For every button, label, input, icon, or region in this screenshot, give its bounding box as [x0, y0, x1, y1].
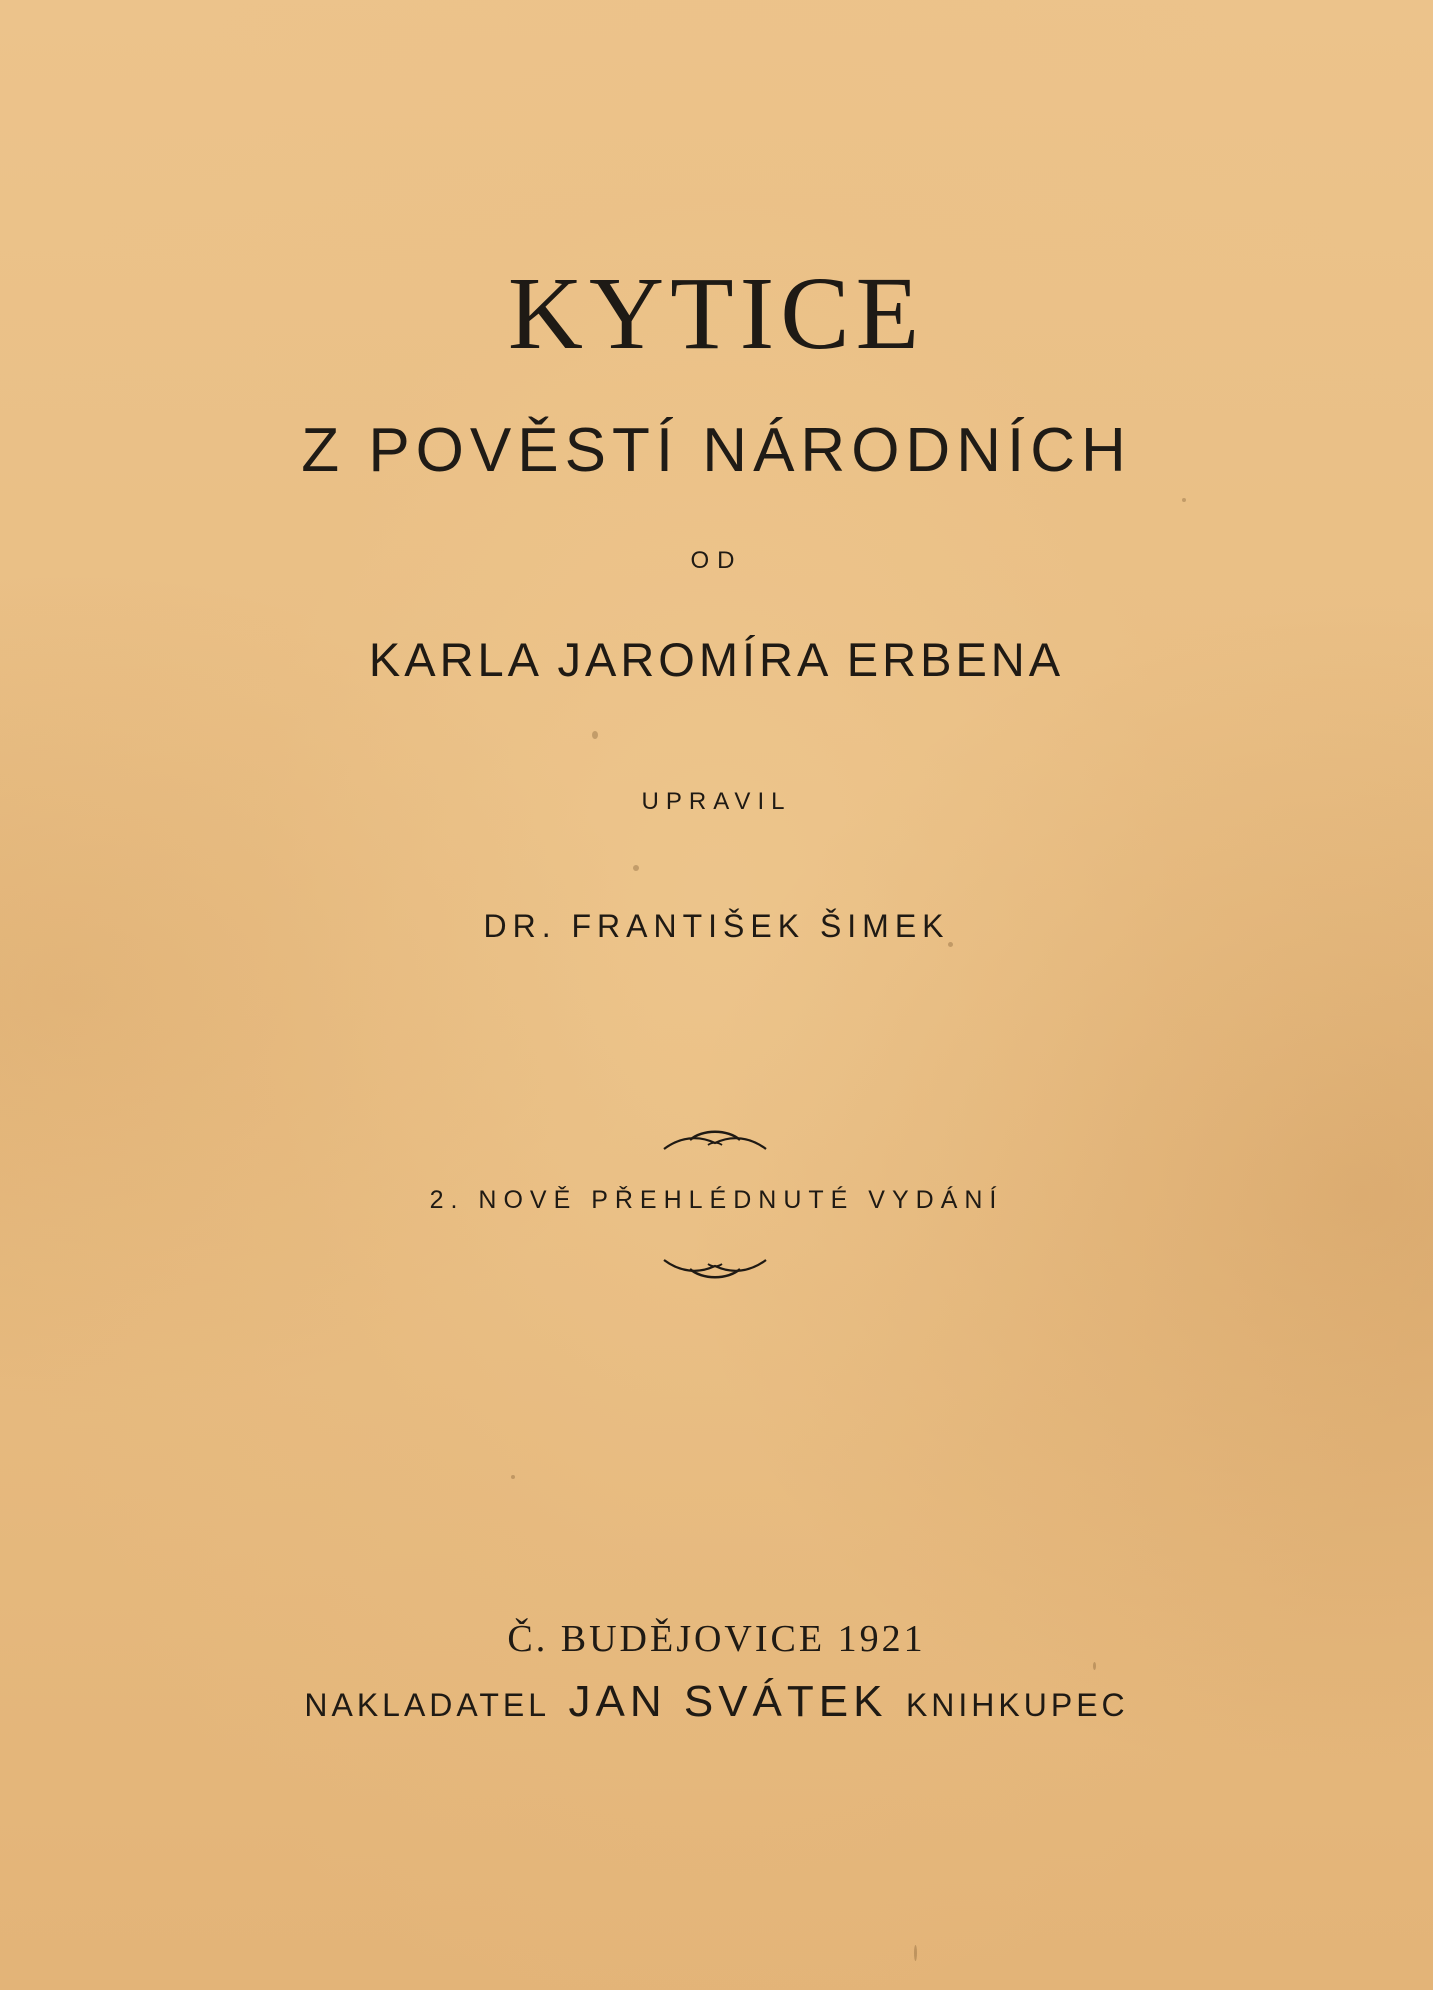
paper-speck: [1093, 1662, 1096, 1670]
edition-statement: 2. NOVĚ PŘEHLÉDNUTÉ VYDÁNÍ: [429, 1186, 1004, 1214]
place-and-year: Č. BUDĚJOVICE 1921: [507, 1618, 926, 1660]
paper-speck: [511, 1475, 515, 1479]
book-subtitle: Z POVĚSTÍ NÁRODNÍCH: [301, 416, 1132, 485]
book-title: KYTICE: [507, 256, 926, 371]
publisher-label: NAKLADATEL: [304, 1687, 551, 1723]
paper-speck: [633, 865, 639, 871]
paper-speck: [948, 942, 953, 947]
by-label: OD: [690, 547, 743, 574]
paper-speck: [592, 731, 598, 739]
paper-speck: [1182, 498, 1186, 502]
edited-by-label: UPRAVIL: [641, 788, 792, 815]
author-name: KARLA JAROMÍRA ERBENA: [368, 633, 1065, 686]
paper-speck: [914, 1945, 917, 1961]
publisher-name: JAN SVÁTEK: [568, 1677, 888, 1726]
editor-name: DR. FRANTIŠEK ŠIMEK: [483, 908, 950, 944]
publisher-imprint: [0, 1677, 1433, 1726]
flourish-bottom-ornament: [660, 1252, 770, 1282]
publisher-trade: KNIHKUPEC: [905, 1687, 1129, 1723]
flourish-top-ornament: [660, 1127, 770, 1157]
